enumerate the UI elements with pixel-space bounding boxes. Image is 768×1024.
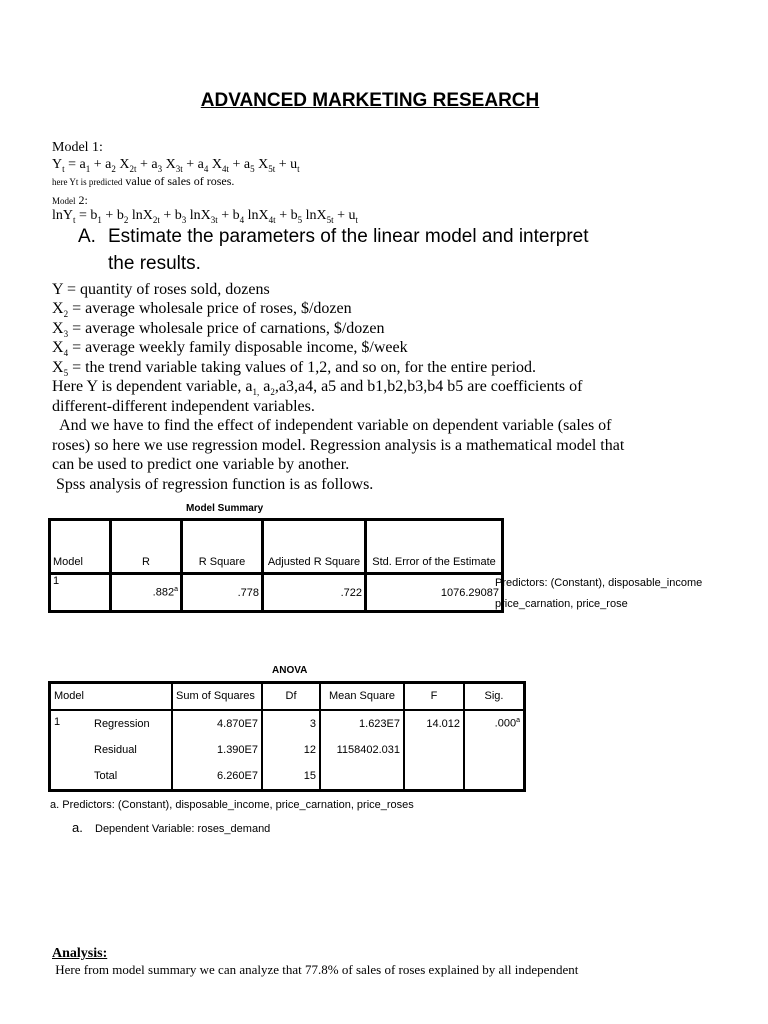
anova-footnote-predictors: a. Predictors: (Constant), disposable_income, price_carnation, price_roses: [50, 799, 414, 811]
anova-footnote-marker: a.: [72, 820, 83, 835]
cell-df: 12: [262, 737, 320, 764]
paragraph-line-6: Spss analysis of regression function is as follows.: [52, 476, 374, 493]
paragraph-line-4: roses) so here we use regression model. Regression analysis is a mathematical model that: [52, 437, 625, 454]
cell-sig: [464, 737, 525, 764]
header-sig: Sig.: [464, 683, 525, 710]
model1-equation: $Y_t = a_1 + a_2$ $X_{2t} + a_3$ $X_{3t} + a_4$ $X_{4t} + a_5$ $X_{5t} + u_t$: [52, 157, 300, 174]
model1-label: Model 1:: [52, 140, 103, 155]
model2-label: Model 2:: [52, 193, 88, 207]
analysis-heading: Analysis:: [52, 946, 108, 961]
cell-f: [404, 737, 464, 764]
paragraph-line-3: And we have to find the effect of independent variable on dependent variable (sales of: [52, 417, 612, 434]
model2-equation: $\ln Y_t = b_1 + b_2$ $\ln X_{2t} + b_3$ $\ln X_{3t} + b_4$ $\ln X_{4t} + b_5$ $\ln X_{5t} + u_t$: [52, 208, 359, 225]
definition-y: Y = quantity of roses sold, dozens: [52, 281, 270, 298]
cell-ss: 1.390E7: [172, 737, 262, 764]
cell-label: Total: [91, 764, 172, 791]
table-row: [50, 710, 525, 737]
anova-caption: ANOVA: [272, 665, 308, 676]
model1-note: here Yt is predicted value of sales of roses.: [52, 174, 235, 188]
table-row: [50, 574, 503, 612]
definition-x5: $X_5$ = the trend variable taking values of 1,2, and so on, for the entire period.: [52, 359, 537, 379]
question-line-2: the results.: [108, 253, 201, 274]
cell-adj-r-square: .722: [263, 574, 366, 612]
definition-x3: $X_3$ = average wholesale price of carnations, $/dozen: [52, 320, 385, 340]
predictors-note-2: price_carnation, price_rose: [495, 598, 628, 610]
header-sum-of-squares: Sum of Squares: [172, 683, 262, 710]
header-r-square: R Square: [182, 520, 263, 574]
table-header-row: [50, 683, 525, 710]
cell-df: 3: [262, 710, 320, 737]
header-r: R: [111, 520, 182, 574]
table-row: [50, 764, 525, 791]
header-mean-square: Mean Square: [320, 683, 404, 710]
table-row: [50, 737, 525, 764]
cell-ms: 1158402.031: [320, 737, 404, 764]
header-adjusted-r-square: Adjusted R Square: [263, 520, 366, 574]
cell-ms: 1.623E7: [320, 710, 404, 737]
header-model: Model: [50, 520, 111, 574]
cell-sig: [464, 764, 525, 791]
cell-std-error: 1076.29087: [366, 574, 503, 612]
header-model: Model: [50, 683, 173, 710]
cell-ss: 6.260E7: [172, 764, 262, 791]
question-marker: A.: [78, 226, 96, 247]
header-df: Df: [262, 683, 320, 710]
anova-table: [48, 681, 526, 792]
cell-r: .882$^a$: [111, 574, 182, 612]
cell-df: 15: [262, 764, 320, 791]
model-summary-caption: Model Summary: [186, 503, 264, 514]
question-line-1: Estimate the parameters of the linear model and interpret: [108, 226, 589, 247]
cell-f: 14.012: [404, 710, 464, 737]
paragraph-line-5: can be used to predict one variable by another.: [52, 456, 350, 473]
anova-footnote-dependent: Dependent Variable: roses_demand: [95, 823, 271, 835]
header-f: F: [404, 683, 464, 710]
cell-r-square: .778: [182, 574, 263, 612]
cell-label: Residual: [91, 737, 172, 764]
cell-ss: 4.870E7: [172, 710, 262, 737]
definition-x4: $X_4$ = average weekly family disposable income, $/week: [52, 339, 408, 359]
analysis-text: Here from model summary we can analyze that 77.8% of sales of roses explained by all independent: [52, 962, 579, 977]
paragraph-line-2: different-different independent variables.: [52, 398, 315, 415]
predictors-note-1: Predictors: (Constant), disposable_income: [495, 577, 703, 589]
cell-model: 1: [50, 574, 111, 612]
cell-sig: .000$^a$: [464, 710, 525, 737]
definition-x2: $X_2$ = average wholesale price of roses, $/dozen: [52, 300, 352, 320]
cell-label: Regression: [91, 710, 172, 737]
table-header-row: [50, 520, 503, 574]
paragraph-line-1: Here Y is dependent variable, $a_{1,}$ $a_2,a3,a4$, a5 and b1,b2,b3,b4 b5 are coefficients of: [52, 378, 583, 398]
model-summary-table: [48, 518, 504, 613]
cell-ms: [320, 764, 404, 791]
cell-f: [404, 764, 464, 791]
document-title: ADVANCED MARKETING RESEARCH: [200, 90, 540, 111]
cell-model-number: 1: [50, 710, 92, 737]
header-std-error: Std. Error of the Estimate: [366, 520, 503, 574]
